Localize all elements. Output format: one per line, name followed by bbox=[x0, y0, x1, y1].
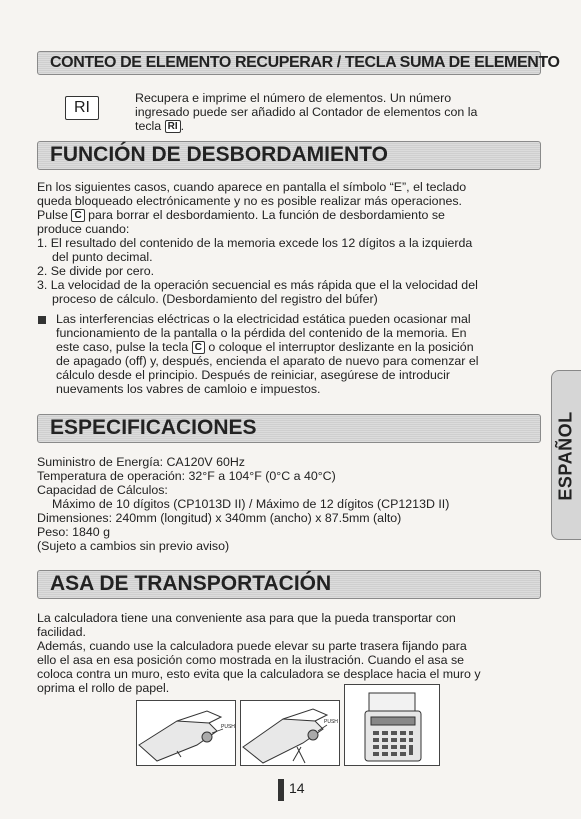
conteo-line-3 bbox=[135, 119, 184, 133]
section-title-asa: ASA DE TRANSPORTACIÓN bbox=[50, 572, 332, 595]
page-number: 14 bbox=[289, 780, 305, 796]
spec-temperature: Temperatura de operación: 32°F a 104°F (0°C a 40°C) bbox=[37, 469, 336, 483]
desb-intro-1: En los siguientes casos, cuando aparece en pantalla el símbolo “E”, el teclado bbox=[37, 180, 467, 194]
desb-intro-2: queda bloqueado electrónicamente y no es posible realizar más operaciones. bbox=[37, 194, 462, 208]
spec-weight: Peso: 1840 g bbox=[37, 525, 111, 539]
asa-line-4: ello el asa en esa posición como mostrada en la ilustración. Cuando el asa se bbox=[37, 653, 465, 667]
desb-produce: produce cuando: bbox=[37, 222, 130, 236]
spec-power: Suministro de Energía: CA120V 60Hz bbox=[37, 455, 245, 469]
bullet-square-icon bbox=[38, 316, 46, 324]
section-header-conteo bbox=[37, 51, 560, 75]
calculator-rear-illustration bbox=[344, 684, 440, 766]
language-side-tab bbox=[551, 370, 581, 540]
ri-key-icon: RI bbox=[65, 96, 99, 120]
asa-line-1: La calculadora tiene una conveniente asa para que la pueda transportar con bbox=[37, 611, 456, 625]
handle-illustration-1 bbox=[136, 700, 236, 766]
note-line-1: Las interferencias eléctricas o la electricidad estática pueden ocasionar mal bbox=[56, 312, 471, 326]
asa-line-5: coloca contra un muro, esto evita que la calculadora se desplace hacia el muro y bbox=[37, 667, 481, 681]
conteo-line-3-prefix: tecla bbox=[135, 119, 162, 133]
note-line-6: nuevaments los vabres de camloio e impuestos. bbox=[56, 382, 321, 396]
conteo-line-3-suffix: . bbox=[180, 119, 185, 133]
desb-item-1: 1. El resultado del contenido de la memoria excede los 12 dígitos a la izquierda bbox=[37, 236, 473, 250]
note-line-3 bbox=[56, 340, 474, 354]
handle-illustration-2 bbox=[240, 700, 340, 766]
pulse-suffix: para borrar el desbordamiento. La función de desbordamiento se bbox=[88, 208, 445, 222]
conteo-line-1: Recupera e imprime el número de elementos. Un número bbox=[135, 91, 452, 105]
section-header-desbordamiento bbox=[37, 141, 541, 170]
desb-item-1-cont: del punto decimal. bbox=[52, 250, 153, 264]
desb-item-3: 3. La velocidad de la operación secuencial es más rápida que el la velocidad del bbox=[37, 278, 478, 292]
section-title-especificaciones: ESPECIFICACIONES bbox=[50, 416, 257, 439]
spec-capacity-detail: Máximo de 10 dígitos (CP1013D II) / Máximo de 12 dígitos (CP1213D II) bbox=[52, 497, 450, 511]
asa-line-2: facilidad. bbox=[37, 625, 86, 639]
spec-note: (Sujeto a cambios sin previo aviso) bbox=[37, 539, 230, 553]
note-line-2: funcionamiento de la pantalla o la pérdida del contenido de la memoria. En bbox=[56, 326, 467, 340]
pulse-prefix: Pulse bbox=[37, 208, 68, 222]
page-number-marker bbox=[278, 779, 284, 801]
c-key-icon: C bbox=[71, 209, 84, 222]
conteo-line-2: ingresado puede ser añadido al Contador de elementos con la bbox=[135, 105, 478, 119]
c-key-inline-icon: C bbox=[192, 341, 205, 354]
note-line-4: de apagado (off) y, después, encienda el aparato de nuevo para comenzar el bbox=[56, 354, 479, 368]
section-header-especificaciones bbox=[37, 414, 541, 443]
section-header-asa bbox=[37, 570, 541, 599]
note-key-suffix: o coloque el interruptor deslizante en la posición bbox=[208, 340, 474, 354]
push-label-1: PUSH bbox=[221, 724, 235, 730]
side-tab-label: ESPAÑOL bbox=[555, 411, 576, 501]
desb-pulse-line bbox=[37, 208, 445, 222]
ri-key-inline-icon: RI bbox=[165, 120, 181, 133]
spec-capacity: Capacidad de Cálculos: bbox=[37, 483, 168, 497]
note-key-prefix: este caso, pulse la tecla bbox=[56, 340, 189, 354]
push-label-2: PUSH bbox=[324, 719, 338, 725]
note-line-5: cálculo desde el principio. Después de reiniciar, asegúrese de introducir bbox=[56, 368, 450, 382]
spec-dimensions: Dimensiones: 240mm (longitud) x 340mm (ancho) x 87.5mm (alto) bbox=[37, 511, 402, 525]
desb-item-3-cont: proceso de cálculo. (Desbordamiento del registro del búfer) bbox=[52, 292, 378, 306]
section-title-desbordamiento: FUNCIÓN DE DESBORDAMIENTO bbox=[50, 143, 388, 166]
section-title-conteo: CONTEO DE ELEMENTO RECUPERAR / TECLA SUMA DE ELEMENTO bbox=[50, 54, 560, 71]
asa-line-6: oprima el rollo de papel. bbox=[37, 681, 170, 695]
desb-item-2: 2. Se divide por cero. bbox=[37, 264, 155, 278]
asa-line-3: Además, cuando use la calculadora puede elevar su parte trasera fijando para bbox=[37, 639, 467, 653]
